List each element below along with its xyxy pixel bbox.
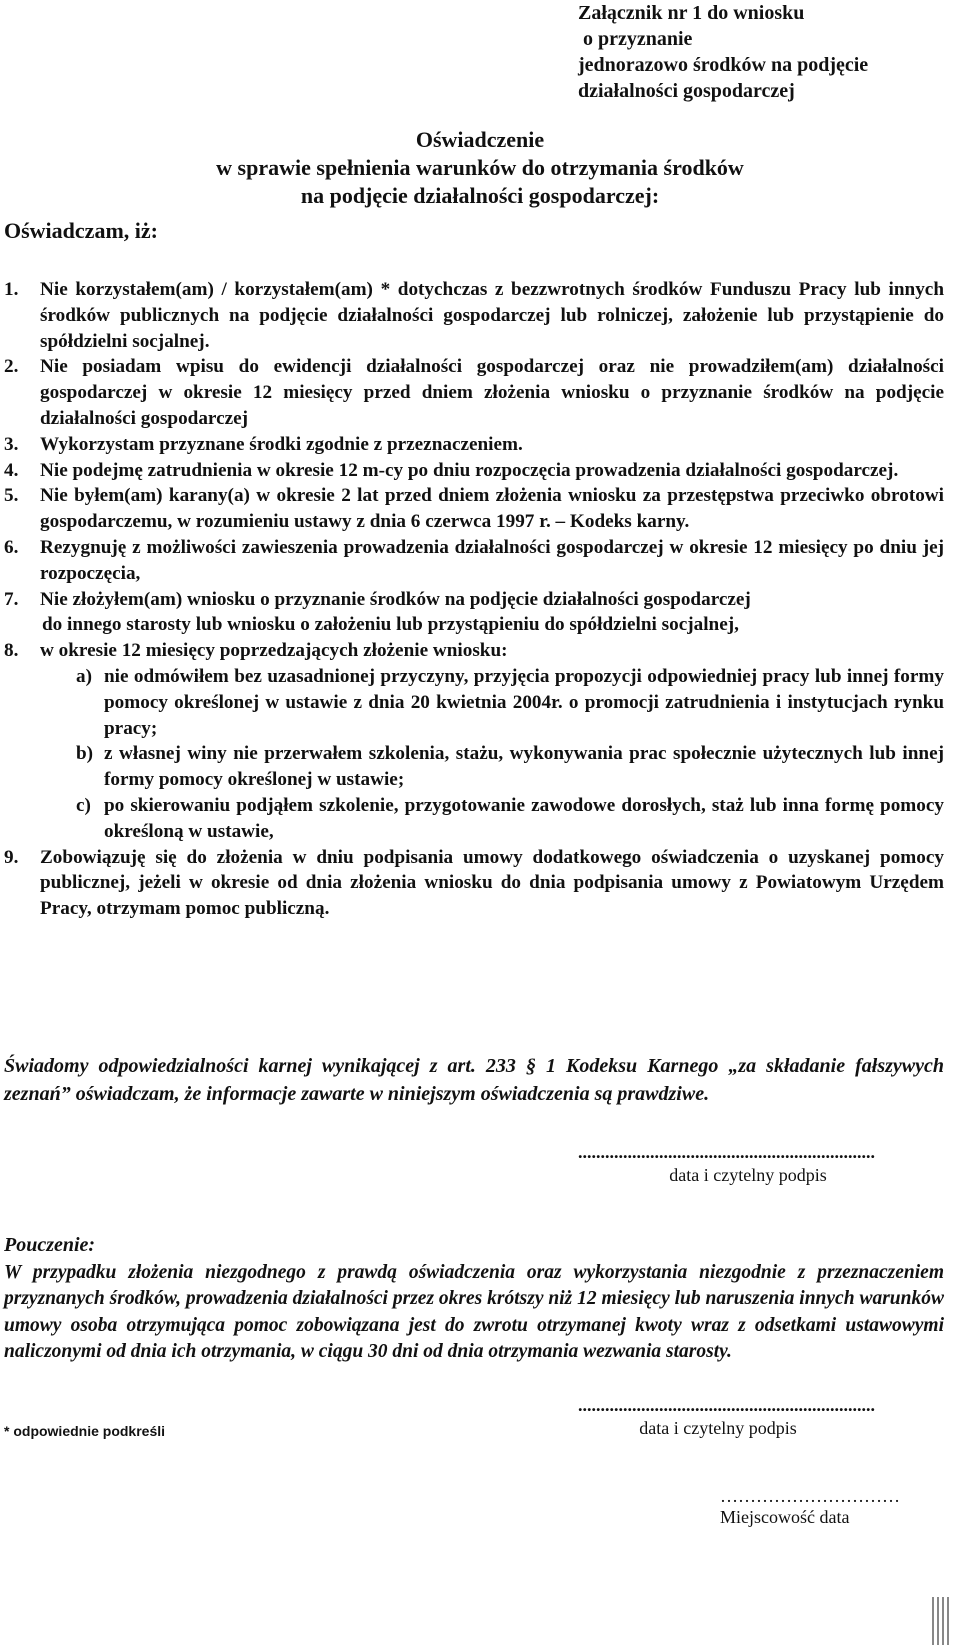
item-number: 2. [4, 356, 19, 378]
place-date-block [720, 1486, 940, 1528]
item-text-line-1: Nie złożyłem(am) wniosku o przyznanie środków na podjęcie działalności gospodarczej [40, 588, 751, 610]
sub-item-text: po skierowaniu podjąłem szkolenie, przygotowanie zawodowe dorosłych, staż lub inna formę pomocy określoną w ustawie, [104, 794, 944, 842]
document-title [0, 126, 960, 210]
list-item [4, 354, 944, 431]
place-date-dots: ………………………… [720, 1486, 900, 1506]
item-text-line-2: do innego starosty lub wniosku o założeniu lub przystąpieniu do spółdzielni socjalnej, [42, 614, 739, 636]
list-item [4, 432, 944, 458]
item-number: 5. [4, 485, 19, 507]
signature-block-1 [578, 1142, 918, 1186]
item-text: Nie posiadam wpisu do ewidencji działalności gospodarczej oraz nie prowadziłem(am) działalności gospodarczej w okresie 12 miesięcy przed dniem złożenia wniosku o przyznanie środków na podjęcie działalności gospodarczej [40, 356, 944, 429]
item-number: 9. [4, 846, 19, 868]
item-text: w okresie 12 miesięcy poprzedzających złożenie wniosku: [40, 640, 508, 662]
signature-dots: .................................................................. [578, 1142, 875, 1162]
sub-list-item [4, 741, 944, 793]
attachment-line-3: jednorazowo środków na podjęcie [578, 54, 869, 76]
item-text: Nie byłem(am) karany(a) w okresie 2 lat przed dniem złożenia wniosku za przestępstwa przeciwko obrotowi gospodarczemu, w rozumieniu ustawy z dnia 6 czerwca 1997 r. – Kodeks karny. [40, 485, 944, 533]
list-item [4, 277, 944, 354]
list-item [4, 587, 944, 639]
item-number: 4. [4, 459, 19, 481]
attachment-line-4: działalności gospodarczej [578, 80, 795, 102]
item-number: 1. [4, 279, 19, 300]
place-date-caption: Miejscowość data [720, 1507, 850, 1527]
statement-list [4, 277, 944, 922]
signature-caption: data i czytelny podpis [669, 1165, 827, 1185]
list-item [4, 845, 944, 922]
title-line-2: w sprawie spełnienia warunków do otrzymania środków [216, 155, 744, 180]
item-number: 3. [4, 433, 19, 455]
item-text: Nie podejmę zatrudnienia w okresie 12 m-cy po dniu rozpoczęcia prowadzenia działalności gospodarczej. [40, 459, 899, 481]
sub-list-item [4, 664, 944, 741]
item-number: 6. [4, 536, 19, 558]
item-text: Rezygnuję z możliwości zawieszenia prowadzenia działalności gospodarczej w okresie 12 miesięcy po dniu jej rozpoczęcia, [40, 536, 944, 584]
instruction-heading: Pouczenie: [4, 1234, 96, 1256]
sub-item-text: z własnej winy nie przerwałem szkolenia, stażu, wykonywania prac społecznie użytecznych lub innej formy pomocy określonej w ustawie; [104, 743, 944, 791]
sub-item-letter: c) [76, 794, 91, 816]
intro-text: Oświadczam, iż: [4, 218, 158, 243]
sub-item-text: nie odmówiłem bez uzasadnionej przyczyny, przyjęcia propozycji odpowiedniej pracy lub innej formy pomocy określonej w ustawie z dnia 20 kwietnia 2004r. o promocji zatrudnienia i instytucjach rynku pracy; [104, 665, 944, 739]
title-line-1: Oświadczenie [415, 127, 545, 152]
title-line-3: na podjęcie działalności gospodarczej: [300, 183, 660, 208]
instruction-text: W przypadku złożenia niezgodnego z prawdą oświadczenia oraz wykorzystania niezgodnie z przeznaczeniem przyznanych środków, prowadzenia działalności przez okres krótszy niż 12 miesięcy lub naruszenia innych warunków umowy osoba otrzymująca pomoc zobowiązana jest do zwrotu otrzymanej kwoty wraz z odsetkami ustawowymi naliczonymi od dnia ich otrzymania, w ciągu 30 dni od dnia otrzymania wezwania starosty. [4, 1262, 944, 1363]
scan-edge-marks [932, 1597, 952, 1645]
item-text: Wykorzystam przyznane środki zgodnie z przeznaczeniem. [40, 433, 523, 455]
declaration-text: Świadomy odpowiedzialności karnej wynikającej z art. 233 § 1 Kodeksu Karnego „za składanie fałszywych zeznań” oświadczam, że informacje zawarte w niniejszym oświadczenia są prawdziwe. [4, 1055, 944, 1105]
attachment-header [578, 0, 868, 104]
signature-caption: data i czytelny podpis [639, 1418, 797, 1438]
item-number: 7. [4, 588, 19, 610]
item-text: Zobowiązuję się do złożenia w dniu podpisania umowy dodatkowego oświadczenia o uzyskanej pomocy publicznej, jeżeli w okresie od dnia złożenia wniosku do dnia podpisania umowy z Powiatowym Urzędem Pracy, otrzymam pomoc publiczną. [40, 846, 944, 920]
sub-item-letter: a) [76, 665, 92, 687]
signature-block-2 [578, 1395, 918, 1439]
list-item [4, 638, 944, 664]
list-item [4, 535, 944, 587]
attachment-line-2: o przyznanie [578, 28, 693, 50]
attachment-line-1: Załącznik nr 1 do wniosku [578, 2, 805, 24]
signature-dots: .................................................................. [578, 1395, 875, 1415]
list-item [4, 458, 944, 484]
sub-list-item [4, 793, 944, 845]
list-item [4, 483, 944, 535]
item-number: 8. [4, 640, 19, 662]
sub-item-letter: b) [76, 743, 94, 765]
item-text: Nie korzystałem(am) / korzystałem(am) * dotychczas z bezzwrotnych środków Funduszu Pracy lub innych środków publicznych na podjęcie działalności gospodarczej lub rolniczej, założenie lub przystąpienie do spółdzielni socjalnej. [40, 279, 944, 352]
footnote: * odpowiednie podkreśli [4, 1423, 166, 1439]
